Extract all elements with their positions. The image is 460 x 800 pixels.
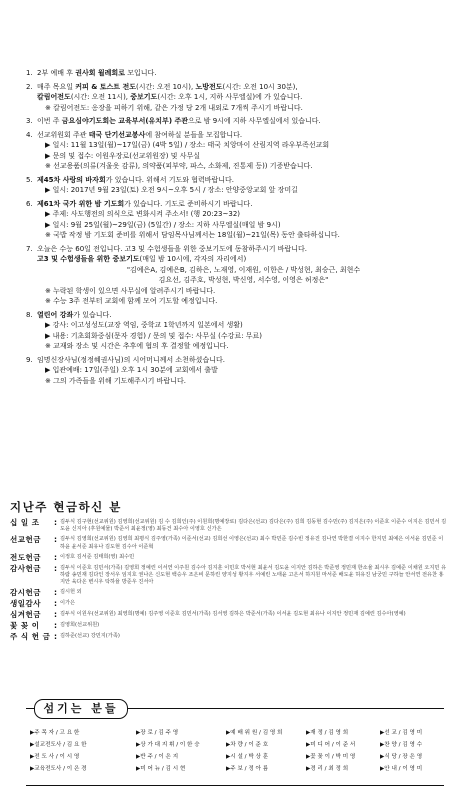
offering-names: 김두식 이원우(선교위원) 최영희(명예) 김주영 이준호 김민서(가족) 김서영 김하은 박준서(가족) 이서윤 김도현 최유나 이지안 정민재 김예린 김수아(영예) <box>60 611 406 618</box>
announcement-line <box>37 355 450 366</box>
offering-list <box>10 518 448 643</box>
offering-colon: : <box>54 552 57 562</box>
server-entry: ▶찬 양 / 김 영 수 <box>380 742 423 748</box>
offering-label: 감시헌금 <box>10 588 41 598</box>
announcement-line <box>37 230 450 241</box>
announcement-text: "김예은A, 김예은B, 김하은, 노재영, 이재원, 이한은 / 박성현, 최승근, 최현수 <box>126 265 361 274</box>
announcement-text: ▶ 주제: 사도행전의 의식으로 변화시켜 주소서! (행 20:23~32) <box>45 210 241 218</box>
announcement-line <box>37 220 450 231</box>
announcement-line <box>37 365 450 376</box>
announcement-text: ※ 수능 3주 전부터 교회에 함께 모여 기도할 예정입니다. <box>45 297 218 305</box>
announcement-text: ▶ 일시: 2017년 9월 23일(토) 오전 9시~오후 5시 / 장소: 안양중앙교회 앞 장미길 <box>45 186 298 194</box>
announcement-text: 임명신장사님(정정혜권사님)의 시어머니께서 소천하셨습니다. <box>37 355 225 364</box>
announcement-text: (시간: 오전 10시), <box>136 82 196 91</box>
announcement-text: (매일 밤 10시에, 각자의 자리에서) <box>139 255 247 263</box>
announcement-highlight: 열린어 강좌 <box>37 310 74 319</box>
servers-col-1 <box>30 727 110 775</box>
announcement-line <box>37 68 450 79</box>
server-entry: ▶시 설 / 박 상 훈 <box>226 754 269 760</box>
offering-colon: : <box>54 588 57 598</box>
announcement-highlight: 고3 및 수험생들을 위한 중보기도 <box>37 255 140 263</box>
announcement-line <box>37 341 450 352</box>
announcement-line <box>37 286 450 297</box>
announcement-line <box>37 265 450 276</box>
announcement-text: 김요선, 김주호, 박성현, 박신영, 서수영, 이영은 허정은" <box>158 276 329 284</box>
servers-col-2 <box>136 727 214 775</box>
announcement-line <box>37 310 450 321</box>
offering-label: 심겨헌금 <box>10 610 41 620</box>
announcement-line <box>37 161 450 172</box>
server-entry: ▶주 보 / 정 아 름 <box>226 766 269 772</box>
offering-row <box>10 588 448 597</box>
announcement-text: ▶ 내용: 기초회화중심(문자 경험) / 문의 및 접수: 사무실 (수강료: 무료) <box>45 331 263 340</box>
announcement-number: 8. <box>26 310 33 319</box>
offering-colon: : <box>54 610 57 620</box>
announcement-text: ▶ 일시: 11월 13일(월)~17일(금) (4박 5일) / 장소: 태국 치앙마이 산림지역 라우부족선교회 <box>45 141 330 149</box>
announcement-line <box>37 209 450 220</box>
server-entry: ▶예 배 위 원 / 김 영 희 <box>226 730 283 736</box>
announcement-line <box>37 244 450 255</box>
offering-label: 십 일 조 <box>10 518 40 527</box>
announcement-number: 5. <box>26 175 33 184</box>
announcement-text: 모입니다. <box>124 69 157 77</box>
announcement-line <box>37 331 450 342</box>
announcement-number: 6. <box>26 199 33 208</box>
announcement-text: ※ 칼림어전도: 옹장을 피하기 위해, 같은 가정 당 2개 내외로 7개씩 주시기 바랍니다. <box>45 103 303 112</box>
announcement-line <box>37 199 450 210</box>
servers-box <box>26 708 444 786</box>
server-entry: ▶경 리 / 최 정 희 <box>306 766 349 772</box>
announcement-item <box>26 244 450 307</box>
announcements-list <box>26 68 450 389</box>
announcement-line <box>37 320 450 331</box>
servers-title: 섬기는 분들 <box>34 699 128 719</box>
offering-row <box>10 518 448 533</box>
announcement-text: 가 있습니다. <box>73 310 112 319</box>
announcement-line <box>37 185 450 196</box>
announcement-item <box>26 82 450 114</box>
announcement-text: 오늘은 수능 60일 전입니다. 고3 및 수험생들을 위한 중보기도에 동참하주시기 바랍니다. <box>37 244 307 253</box>
announcement-highlight: 커피 & 토스트 전도 <box>75 82 137 91</box>
offering-names: 김영희(선교위원) <box>60 622 100 629</box>
offering-label: 감사헌금 <box>10 563 41 573</box>
announcement-item <box>26 310 450 352</box>
announcement-line <box>37 116 450 127</box>
servers-col-5 <box>380 727 442 775</box>
announcement-text: ▶ 강사: 이고성성도(교장 역임, 중학교 1학년까지 일본에서 생활) <box>45 321 243 329</box>
announcement-text: 에 참여하실 분들을 모집합니다. <box>145 130 243 139</box>
announcement-highlight: 제45차 사랑의 바자회 <box>37 175 106 184</box>
offering-colon: : <box>54 599 57 609</box>
offering-names: 이가은 <box>60 600 76 607</box>
announcement-item <box>26 175 450 196</box>
server-entry: ▶반 주 / 이 은 지 <box>136 754 179 760</box>
announcement-text: ※ 교재와 장소 및 시간은 추후에 협의 후 결정할 예정입니다. <box>45 342 229 350</box>
announcement-text: ※ 국밥 작정 밤 기도회 준비를 위해서 담임목사님께서는 18일(월)~21일(목) 동안 출타하십니다. <box>45 231 340 239</box>
offering-names: 김하준(선교) 강민지(가족) <box>60 633 120 640</box>
announcement-number: 4. <box>26 130 33 139</box>
announcement-line <box>37 254 450 265</box>
offering-names: 김시헌 외 <box>60 589 82 596</box>
announcement-line <box>37 82 450 93</box>
announcement-item <box>26 199 450 241</box>
announcement-text: 가 있습니다. 기도로 준비하시기 바랍니다. <box>124 199 253 208</box>
offering-row <box>10 553 448 562</box>
announcement-text: ▶ 문의 및 접수: 이원우장로(선교위원장) 및 사무실 <box>45 151 201 160</box>
announcement-text: 2부 예배 후 <box>37 69 76 77</box>
offering-label: 선교헌금 <box>10 535 41 545</box>
announcement-line <box>37 130 450 141</box>
offering-row <box>10 632 448 641</box>
server-entry: ▶안 내 / 이 영 미 <box>380 766 423 772</box>
announcement-text: ※ 선교용품(의류(겨울옷 감류), 의약품(피부약, 파스, 소화제, 진통제 등)) 기증받습니다. <box>45 162 313 170</box>
announcement-text: (시간: 오전 10시 30분), <box>222 82 298 91</box>
offering-row <box>10 621 448 630</box>
announcement-highlight: 칼림어전도 <box>37 93 71 101</box>
offering-row <box>10 535 448 550</box>
announcement-item <box>26 116 450 127</box>
offering-names: 이정호 김서준 김태희(영) 최수민 <box>60 553 135 560</box>
servers-col-3 <box>226 727 296 775</box>
offering-label: 전도헌금 <box>10 552 41 562</box>
server-entry: ▶선 교 / 김 영 미 <box>380 730 423 736</box>
announcement-item <box>26 355 450 387</box>
announcement-text: ※ 누락된 학생이 있으면 사무실에 알려주시기 바랍니다. <box>45 286 216 295</box>
offering-names: 김두식 김영희(선교위원) 김영희 최평식 김주영(가족) 이준서(선교) 김희선 이영은(선교) 최수 박민준 김수빈 정유진 김나연 박한결 이지수 한지민 최예은 이서윤 김민준 이하윤 윤서준 최유나 김도현 김수아 이준혁 <box>60 536 444 550</box>
announcement-highlight: 중보기도 <box>130 93 158 101</box>
announcement-item <box>26 68 450 79</box>
server-entry: ▶주 목 자 / 고 요 한 <box>30 730 80 736</box>
announcement-number: 1. <box>26 69 33 77</box>
announcement-text: ▶ 일시: 9월 25일(월)~29일(금) (5일간) / 장소: 지하 사무엘실(매일 밤 9시) <box>45 220 281 229</box>
announcement-number: 7. <box>26 244 33 253</box>
announcement-number: 2. <box>26 82 33 91</box>
announcement-text: 으로 밤 9시에 지하 사무엘실에서 있습니다. <box>187 117 321 125</box>
announcement-highlight: 노방전도 <box>195 82 223 91</box>
offering-label: 꽃 꽂 이 <box>10 621 40 631</box>
server-entry: ▶재 정 / 김 영 희 <box>306 730 349 736</box>
offering-row <box>10 610 448 619</box>
server-entry: ▶꽃 꽂 이 / 박 미 영 <box>306 754 356 760</box>
offering-label: 주 식 헌 금 <box>10 632 51 642</box>
announcement-highlight: 금요심야기도회는 교육부서(유치부) 주관 <box>61 117 188 125</box>
offering-names: 김두식 이준호 김민서(가족) 김영희 정예린 이서연 이주원 김수아 김지훈 이민호 박서현 최윤서 김도윤 이지안 김하은 박준영 정민재 한소율 최시우 김예준 이채원 오지민 유하람 송민재 김다인 장서우 임지호 권나은 신도현 백승우 조은비 문하린 양지성 황지우 서예린 노태윤 고은서 하지원 마서준 배도윤 허유진 남궁민 구하늘 안서연 전유찬 홍지안 육다온 변시우 탁하율 방준우 진서아 <box>60 564 447 586</box>
announcement-line <box>37 175 450 186</box>
announcement-text: ※ 그의 가족들을 위해 기도해주시기 바랍니다. <box>45 376 186 385</box>
announcement-line <box>37 140 450 151</box>
announcement-highlight: 태국 단기선교봉사 <box>88 130 146 139</box>
offering-colon: : <box>54 621 57 631</box>
announcement-text: (시간: 오후 1시, 지하 사무엘실)에 가 있습니다. <box>157 93 303 101</box>
announcement-line <box>37 296 450 307</box>
announcement-text: (시간: 오전 11시), <box>70 93 131 101</box>
servers-col-4 <box>306 727 372 775</box>
announcement-text: 가 있습니다. 위해서 기도와 협력바랍니다. <box>105 175 235 184</box>
server-entry: ▶전 도 사 / 이 시 영 <box>30 754 80 760</box>
announcement-number: 3. <box>26 117 33 125</box>
offering-row <box>10 564 448 587</box>
offering-row <box>10 599 448 608</box>
server-entry: ▶상 가 대 지 휘 / 이 한 승 <box>136 742 200 748</box>
announcement-line <box>37 103 450 114</box>
announcement-highlight: 권사회 월례회로 <box>75 69 125 77</box>
server-entry: ▶장 로 / 김 주 영 <box>136 730 179 736</box>
server-entry: ▶식 당 / 장 은 영 <box>380 754 423 760</box>
server-entry: ▶미 어 뉴 / 김 시 현 <box>136 766 186 772</box>
announcement-line <box>37 92 450 103</box>
server-entry: ▶차 량 / 이 준 호 <box>226 742 269 748</box>
announcement-line <box>37 151 450 162</box>
offering-colon: : <box>54 518 57 527</box>
offering-colon: : <box>54 632 57 642</box>
server-entry: ▶설교전도사 / 김 요 한 <box>30 742 87 748</box>
offering-colon: : <box>54 535 57 545</box>
announcement-line <box>37 376 450 387</box>
offering-title: 지난주 현금하신 분 <box>10 500 122 514</box>
announcement-text: ▶ 입관예배: 17일(주일) 오후 1시 30분에 교회에서 출발 <box>45 366 218 374</box>
offering-label: 생일감사 <box>10 599 41 609</box>
server-entry: ▶미 디 어 / 이 준 서 <box>306 742 356 748</box>
announcement-highlight: 제61차 국가 위한 밤 기도회 <box>37 199 125 208</box>
announcement-text: 선교위원회 주관 <box>37 130 89 139</box>
offering-names: 김두식 김구현(선교위원) 김영희(선교위원) 김 수 김희인(주) 이원희(명예장로) 김다은(선교) 김다은(주) 김희 김동현 김수민(주) 김지은(주) 이준호 이준수 이지은 김민서 김도윤 신지아 (후원예물) 박준서 최윤정(영) 최동건 최수아 이영호 신가은 <box>60 519 447 533</box>
announcement-item <box>26 130 450 172</box>
offering-colon: : <box>54 563 57 573</box>
announcement-text: 이번 주 <box>37 117 62 125</box>
announcement-number: 9. <box>26 355 33 364</box>
server-entry: ▶교육전도사 / 이 은 경 <box>30 766 87 772</box>
announcement-text: 매주 목요일 <box>37 82 76 91</box>
announcement-line <box>37 275 450 286</box>
